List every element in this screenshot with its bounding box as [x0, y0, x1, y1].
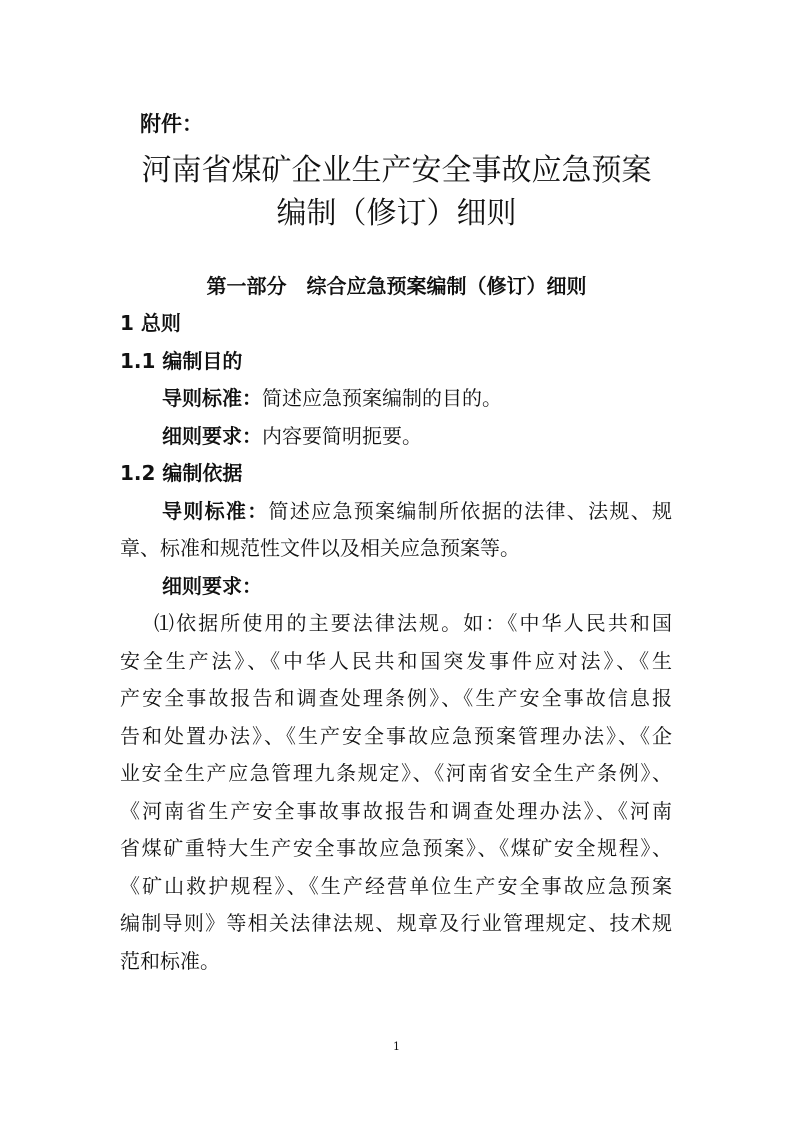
section-heading-basis: 1.2 编制依据 [120, 461, 243, 485]
basis-item-line: ⑴依据所使用的主要法律法规。如：《中华人民共和国 [154, 611, 672, 635]
basis-item-line: 《河南省生产安全事故事故报告和调查处理办法》、《河南 [120, 798, 672, 823]
part-heading: 第一部分 综合应急预案编制（修订）细则 [206, 274, 587, 298]
basis-item-line: 安全生产法》、《中华人民共和国突发事件应对法》、《生 [120, 648, 672, 673]
basis-requirement-label: 细则要求： [162, 573, 262, 598]
basis-item-line: 省煤矿重特大生产安全事故应急预案》、《煤矿安全规程》、 [120, 836, 672, 860]
purpose-guide [120, 380, 672, 418]
basis-guide [120, 493, 672, 531]
basis-item-line: 编制导则》等相关法律法规、规章及行业管理规定、技术规 [120, 911, 672, 935]
document-title-line-1: 河南省煤矿企业生产安全事故应急预案 [141, 153, 652, 188]
requirement-label: 细则要求： [162, 423, 262, 448]
attachment-label: 附件： [140, 112, 203, 136]
page-number: 1 [393, 1040, 400, 1053]
basis-item-line: 范和标准。 [120, 948, 220, 973]
guide-label: 导则标准： [162, 498, 269, 523]
basis-guide-line-2: 章、标准和规范性文件以及相关应急预案等。 [120, 536, 520, 560]
guide-text: 简述应急预案编制所依据的法律、法规、规 [268, 498, 673, 523]
basis-item-line: 《矿山救护规程》、《生产经营单位生产安全事故应急预案 [120, 873, 672, 898]
basis-item-line: 业安全生产应急管理九条规定》、《河南省安全生产条例》、 [120, 761, 672, 785]
basis-item-line: 告和处置办法》、《生产安全事故应急预案管理办法》、《企 [120, 723, 672, 748]
guide-text: 简述应急预案编制的目的。 [262, 386, 502, 410]
document-title-line-2: 编制（修订）细则 [276, 196, 517, 231]
purpose-requirement [120, 418, 672, 456]
guide-label: 导则标准： [162, 386, 262, 410]
section-heading-purpose: 1.1 编制目的 [120, 348, 243, 373]
requirement-text: 内容要简明扼要。 [262, 423, 422, 448]
section-heading-general: 1 总则 [120, 311, 181, 335]
basis-item-line: 产安全事故报告和调查处理条例》、《生产安全事故信息报 [120, 686, 672, 710]
document-body [120, 305, 672, 980]
